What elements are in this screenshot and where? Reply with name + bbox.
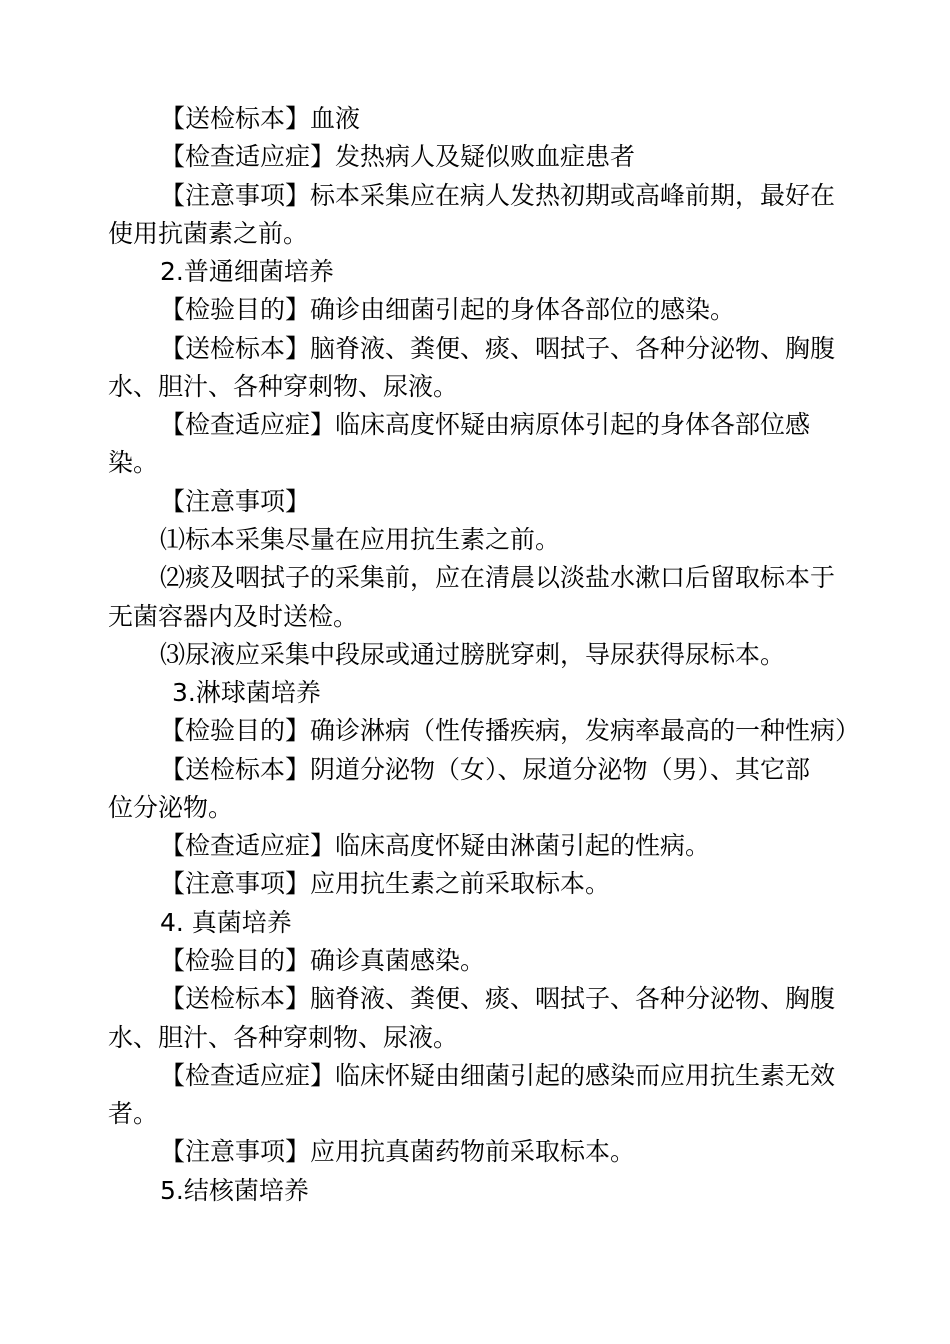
text-line: ⑵痰及咽拭子的采集前，应在清晨以淡盐水漱口后留取标本于 <box>160 563 836 592</box>
text-line: ⑶尿液应采集中段尿或通过膀胱穿刺，导尿获得尿标本。 <box>160 640 786 669</box>
text-line: 【检验目的】确诊由细菌引起的身体各部位的感染。 <box>160 295 736 324</box>
text-line: 【检查适应症】临床高度怀疑由淋菌引起的性病。 <box>160 831 711 860</box>
section-heading: 5.结核菌培养 <box>160 1176 309 1205</box>
text-line: 【送检标本】血液 <box>160 104 361 133</box>
text-line: 【检查适应症】临床怀疑由细菌引起的感染而应用抗生素无效 <box>160 1061 836 1090</box>
text-line: 【送检标本】脑脊液、粪便、痰、咽拭子、各种分泌物、胸腹 <box>160 984 836 1013</box>
text-line: 【检验目的】确诊淋病（性传播疾病，发病率最高的一种性病） <box>160 716 861 745</box>
text-line: 【送检标本】脑脊液、粪便、痰、咽拭子、各种分泌物、胸腹 <box>160 334 836 363</box>
text-line: 【检验目的】确诊真菌感染。 <box>160 946 486 975</box>
text-line: ⑴标本采集尽量在应用抗生素之前。 <box>160 525 561 554</box>
text-line: 【注意事项】应用抗生素之前采取标本。 <box>160 869 611 898</box>
text-line: 使用抗菌素之前。 <box>108 219 309 248</box>
text-line: 【注意事项】应用抗真菌药物前采取标本。 <box>160 1137 636 1166</box>
text-line: 无菌容器内及时送检。 <box>108 602 359 631</box>
text-line: 【送检标本】阴道分泌物（女）、尿道分泌物（男）、其它部 <box>160 755 811 784</box>
text-line: 染。 <box>108 448 159 477</box>
text-line: 水、胆汁、各种穿刺物、尿液。 <box>108 372 459 401</box>
text-line: 【注意事项】 <box>160 487 311 516</box>
section-heading: 2.普通细菌培养 <box>160 257 334 286</box>
section-heading: 3.淋球菌培养 <box>172 678 321 707</box>
text-line: 【检查适应症】发热病人及疑似败血症患者 <box>160 142 636 171</box>
text-line: 者。 <box>108 1099 159 1128</box>
text-line: 位分泌物。 <box>108 793 234 822</box>
text-line: 水、胆汁、各种穿刺物、尿液。 <box>108 1023 459 1052</box>
text-line: 【检查适应症】临床高度怀疑由病原体引起的身体各部位感 <box>160 410 811 439</box>
section-heading: 4. 真菌培养 <box>160 908 292 937</box>
text-line: 【注意事项】标本采集应在病人发热初期或高峰前期，最好在 <box>160 181 836 210</box>
